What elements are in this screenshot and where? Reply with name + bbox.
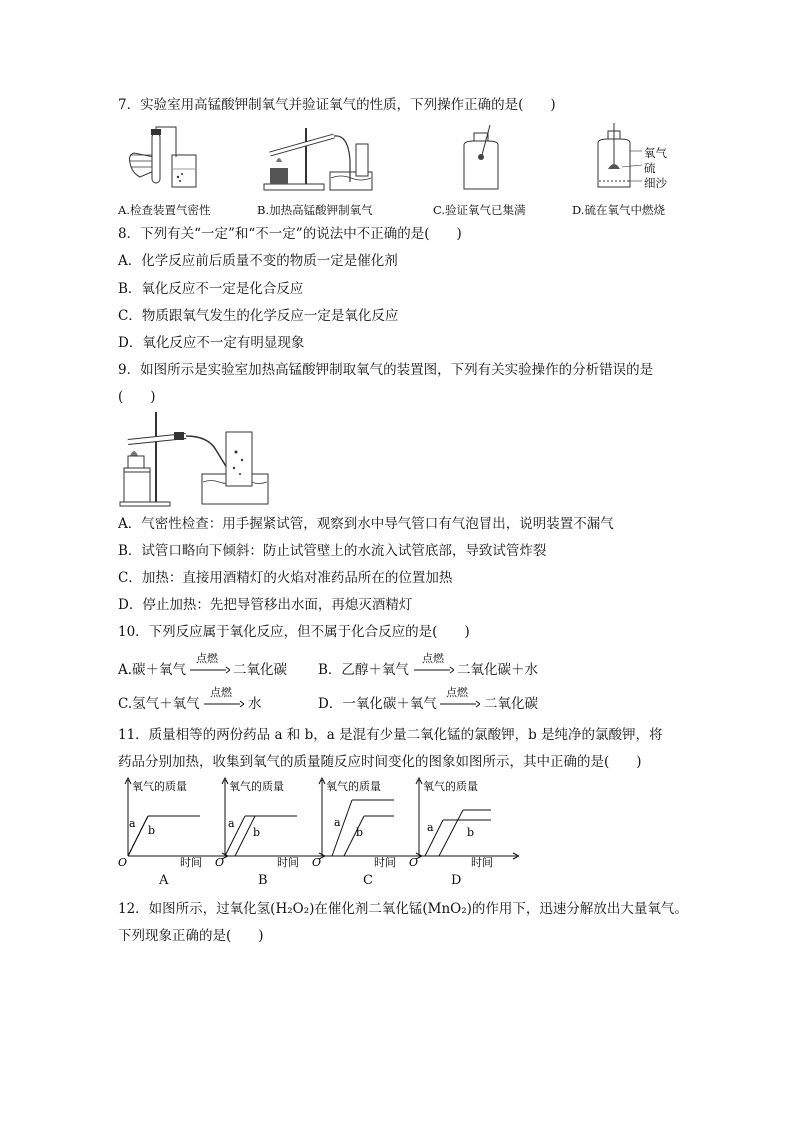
- q7-caption-c: C.验证氧气已集满: [433, 203, 526, 217]
- q10-option-b-arrow: [414, 665, 454, 675]
- q10-option-c-reactants: C.氢气＋氧气: [118, 696, 200, 712]
- q7-caption-a: A.检查装置气密性: [118, 203, 211, 217]
- q11-graph-d-line-b: [439, 810, 463, 856]
- q11-graph-a-label-b: b: [148, 824, 156, 837]
- q9-option-c: C．加热：直接用酒精灯的火焰对准药品所在的位置加热: [118, 570, 453, 586]
- q11-graph-b-origin: O: [215, 856, 225, 868]
- q7-caption-d: D.硫在氧气中燃烧: [572, 203, 665, 217]
- q11-stem-line1: 11．质量相等的两份药品 a 和 b，a 是混有少量二氧化锰的氯酸钾，b 是纯净的氯酸钾，将: [118, 727, 663, 743]
- q7-figure-a: [122, 125, 212, 197]
- q11-graph-c-letter: C: [363, 873, 373, 888]
- q7-d-label-sulfur: 硫: [644, 161, 656, 175]
- q11-graph-b-x-label: 时间: [277, 856, 299, 868]
- q11-graph-d: [409, 776, 519, 868]
- q8-option-a: A．化学反应前后质量不变的物质一定是催化剂: [118, 253, 398, 269]
- q10-option-b-condition: 点燃: [422, 652, 444, 665]
- q10-stem: 10．下列反应属于氧化反应，但不属于化合反应的是( ): [118, 624, 470, 640]
- q7-figure-d: [592, 123, 692, 197]
- q7-figure-b: [260, 122, 380, 200]
- q10-option-c-product: 水: [248, 696, 262, 712]
- q11-graph-c-y-label: 氧气的质量: [326, 780, 381, 793]
- q11-graph-c: [312, 776, 422, 868]
- q11-graph-c-x-label: 时间: [374, 856, 396, 868]
- q11-graph-d-x-label: 时间: [471, 856, 493, 868]
- q11-stem-line2: 药品分别加热，收集到氧气的质量随反应时间变化的图象如图所示，其中正确的是( ): [118, 754, 642, 770]
- q11-graph-a-x-label: 时间: [180, 856, 202, 868]
- q12-stem-line1: 12．如图所示，过氧化氢(H₂O₂)在催化剂二氧化锰(MnO₂)的作用下，迅速分解放出大量氧气。: [118, 901, 688, 917]
- q8-option-c: C．物质跟氧气发生的化学反应一定是氧化反应: [118, 308, 399, 324]
- q11-graph-a-origin: O: [118, 856, 128, 868]
- q10-option-c-arrow: [204, 699, 244, 709]
- q9-option-b: B．试管口略向下倾斜：防止试管壁上的水流入试管底部，导致试管炸裂: [118, 543, 547, 559]
- q10-option-d-product: 二氧化碳: [484, 696, 538, 712]
- q11-graph-d-origin: O: [409, 856, 419, 868]
- q11-graph-c-origin: O: [312, 856, 322, 868]
- q10-option-b-product: 二氧化碳＋水: [457, 662, 538, 678]
- q10-option-a-arrow: [190, 665, 230, 675]
- q10-option-c-condition: 点燃: [210, 686, 232, 699]
- q9-stem-line1: 9．如图所示是实验室加热高锰酸钾制取氧气的装置图，下列有关实验操作的分析错误的是: [118, 362, 654, 378]
- q10-option-d-arrow: [440, 699, 480, 709]
- q11-graph-d-label-a: a: [427, 821, 434, 834]
- q11-graph-b-line-b: [235, 816, 255, 856]
- q11-graph-a-letter: A: [159, 873, 169, 888]
- q10-option-a-condition: 点燃: [196, 652, 218, 665]
- q9-option-a: A．气密性检查：用手握紧试管，观察到水中导气管口有气泡冒出，说明装置不漏气: [118, 516, 614, 532]
- q7-d-label-oxygen: 氧气: [644, 146, 667, 160]
- q11-graph-c-label-a: a: [334, 816, 341, 829]
- q7-caption-b: B.加热高锰酸钾制氧气: [257, 203, 373, 217]
- q11-graph-d-letter: D: [451, 873, 462, 888]
- q11-graph-b-letter: B: [258, 873, 268, 888]
- q10-option-b-reactants: B．乙醇＋氧气: [318, 662, 409, 678]
- q11-graph-b-label-b: b: [253, 826, 261, 839]
- q11-graph-b-y-label: 氧气的质量: [229, 780, 284, 793]
- q8-stem: 8．下列有关“一定”和“不一定”的说法中不正确的是( ): [118, 226, 462, 242]
- q11-graph-d-y-label: 氧气的质量: [423, 780, 478, 793]
- q10-option-a-reactants: A.碳＋氧气: [118, 662, 187, 678]
- q11-graph-c-label-b: b: [356, 826, 364, 839]
- q12-stem-line2: 下列现象正确的是( ): [118, 928, 264, 944]
- q9-stem-line2: ( ): [118, 389, 156, 405]
- q7-figure-c: [458, 125, 508, 197]
- q11-graph-b-label-a: a: [228, 817, 235, 830]
- q8-option-b: B．氧化反应不一定是化合反应: [118, 281, 304, 297]
- q10-option-d-reactants: D．一氧化碳＋氧气: [318, 696, 437, 712]
- q9-option-d: D．停止加热：先把导管移出水面，再熄灭酒精灯: [118, 597, 413, 613]
- q7-d-label-sand: 细沙: [644, 176, 667, 190]
- q9-apparatus-figure: [118, 412, 273, 508]
- q11-graph-a-label-a: a: [129, 817, 136, 830]
- q7-stem: 7．实验室用高锰酸钾制氧气并验证氧气的性质，下列操作正确的是( ): [118, 97, 556, 113]
- q11-graph-a-y-label: 氧气的质量: [132, 780, 187, 793]
- q11-graph-b: [215, 776, 325, 868]
- q11-graph-a: [118, 776, 228, 868]
- q11-graph-d-label-b: b: [467, 826, 475, 839]
- q10-option-a-product: 二氧化碳: [233, 662, 287, 678]
- q8-option-d: D．氧化反应不一定有明显现象: [118, 335, 305, 351]
- q10-option-d-condition: 点燃: [446, 686, 468, 699]
